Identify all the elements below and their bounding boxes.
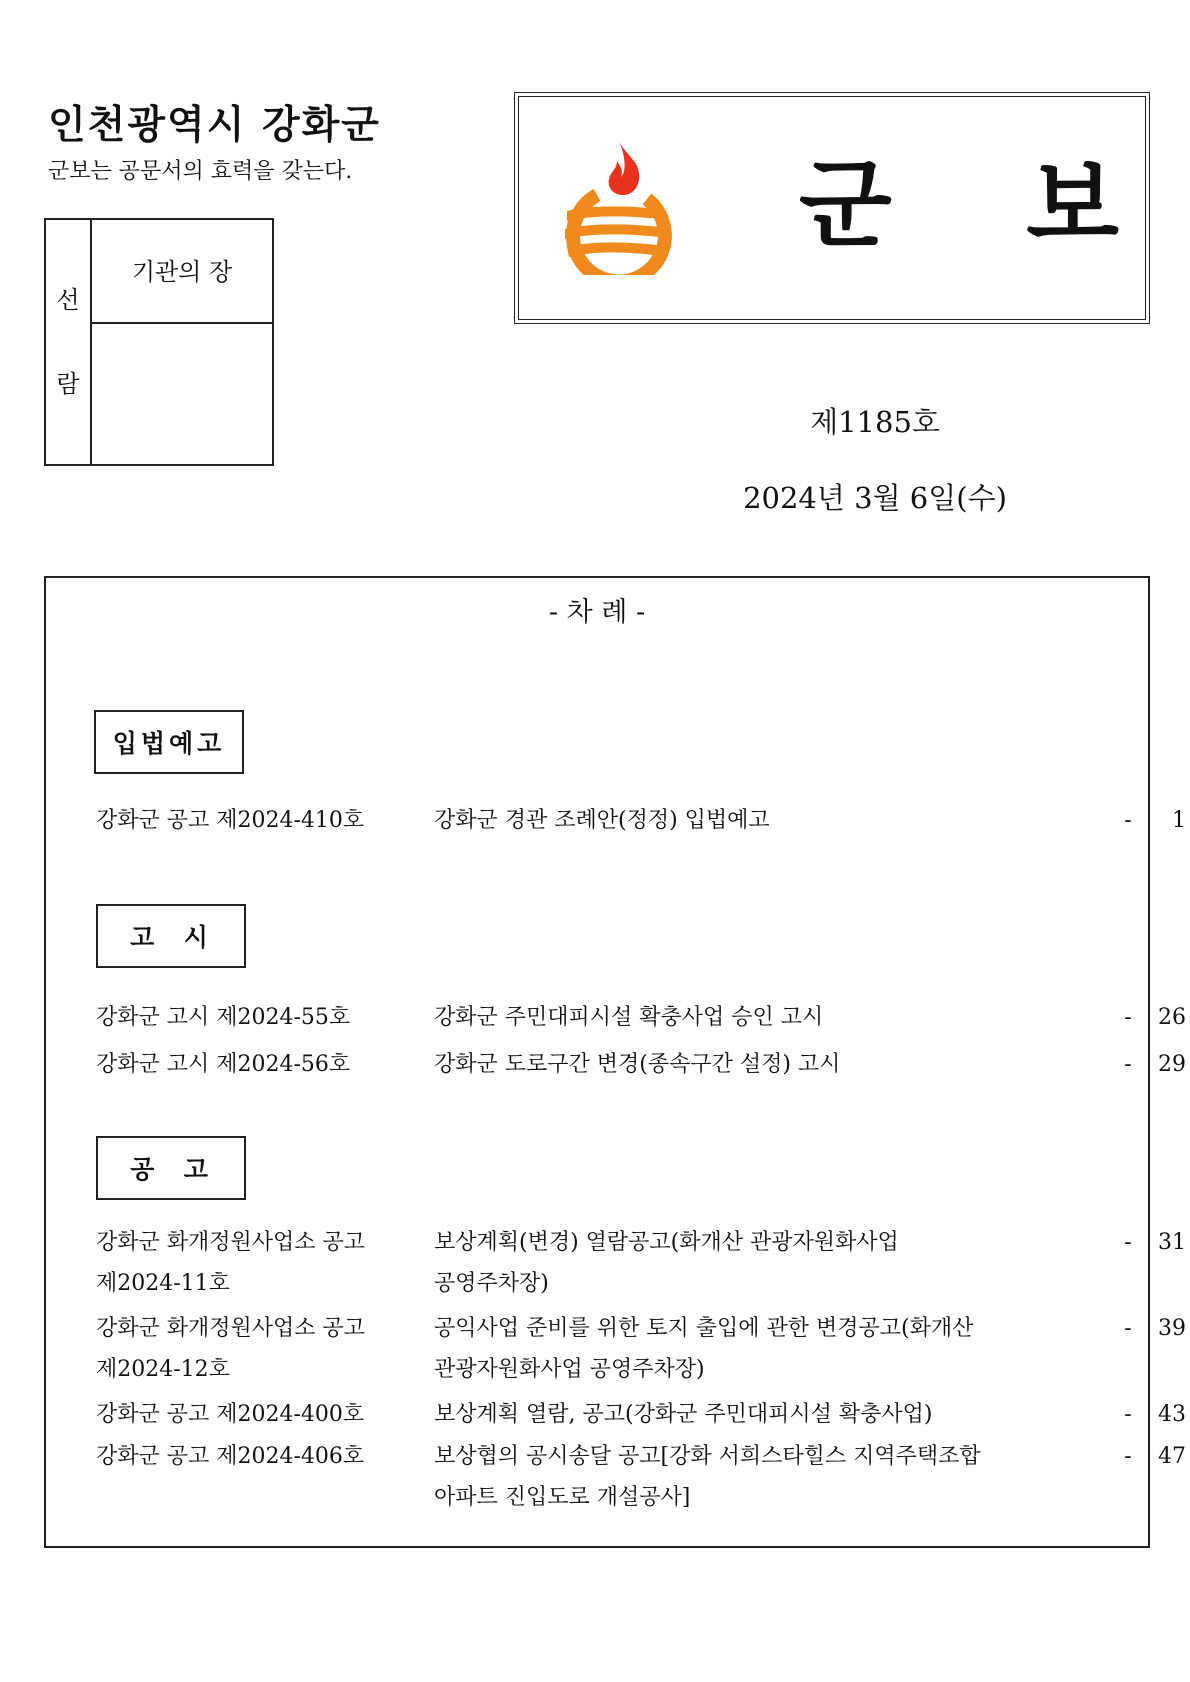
entry-dash: - <box>1124 1005 1132 1030</box>
toc-title: - 차 례 - <box>548 597 646 628</box>
seonram-label-column <box>46 220 92 464</box>
entry-code: 강화군 고시 제2024-56호 <box>96 1052 351 1077</box>
entry-dash: - <box>1124 1444 1132 1469</box>
toc-entry[interactable] <box>96 1044 1186 1085</box>
entry-code: 강화군 공고 제2024-400호 <box>96 1402 365 1427</box>
toc-entry[interactable] <box>96 997 1186 1038</box>
entry-description: 강화군 주민대피시설 확충사업 승인 고시 <box>434 1005 824 1030</box>
toc-entry[interactable] <box>96 800 1186 841</box>
entry-page-number: 26 <box>1158 1005 1186 1030</box>
organization-title: 인천광역시 강화군 <box>48 103 381 148</box>
organization-subtitle: 군보는 공문서의 효력을 갖는다. <box>48 159 353 184</box>
entry-page-number: 43 <box>1158 1402 1186 1427</box>
entry-code: 강화군 화개정원사업소 공고 제2024-12호 <box>96 1316 366 1382</box>
entry-code: 강화군 고시 제2024-55호 <box>96 1005 351 1030</box>
entry-code: 강화군 공고 제2024-406호 <box>96 1444 365 1469</box>
entry-dash: - <box>1124 1316 1132 1341</box>
issue-number: 제1185호 <box>810 405 940 439</box>
entry-description: 강화군 경관 조례안(정정) 입법예고 <box>434 808 770 833</box>
masthead-char-1: 군 <box>799 149 892 261</box>
seonram-header: 기관의 장 <box>92 220 272 324</box>
entry-description: 강화군 도로구간 변경(종속구간 설정) 고시 <box>434 1052 841 1077</box>
seonram-label-2: 람 <box>56 370 80 398</box>
entry-dash: - <box>1124 1402 1132 1427</box>
entry-page-number: 39 <box>1158 1316 1186 1341</box>
masthead-title <box>799 149 1119 261</box>
entry-description: 보상계획(변경) 열람공고(화개산 관광자원화사업 공영주차장) <box>434 1230 899 1296</box>
section-label-text: 입법예고 <box>112 729 226 758</box>
entry-code: 강화군 공고 제2024-410호 <box>96 808 365 833</box>
entry-page-number: 29 <box>1158 1052 1186 1077</box>
entry-page-number: 1 <box>1172 808 1186 833</box>
issue-date: 2024년 3월 6일(수) <box>743 481 1007 515</box>
entry-page-number: 31 <box>1158 1230 1186 1255</box>
section-label-text: 공 고 <box>130 1155 212 1184</box>
toc-entry[interactable] <box>96 1436 1186 1518</box>
section-label-announcement <box>96 1136 246 1200</box>
masthead-char-2: 보 <box>1026 149 1119 261</box>
seonram-label-1: 선 <box>56 286 80 314</box>
entry-description: 공익사업 준비를 위한 토지 출입에 관한 변경공고(화개산 관광자원화사업 공영주차장) <box>434 1316 974 1382</box>
entry-dash: - <box>1124 808 1132 833</box>
seonram-box <box>44 218 274 466</box>
county-emblem-icon <box>561 135 691 275</box>
entry-description: 보상협의 공시송달 공고[강화 서희스타힐스 지역주택조합 아파트 진입도로 개설공사] <box>434 1444 981 1510</box>
entry-code: 강화군 화개정원사업소 공고 제2024-11호 <box>96 1230 366 1296</box>
entry-dash: - <box>1124 1230 1132 1255</box>
masthead <box>514 92 1150 324</box>
entry-description: 보상계획 열람, 공고(강화군 주민대피시설 확충사업) <box>434 1402 933 1427</box>
toc-entry[interactable] <box>96 1222 1186 1304</box>
masthead-inner-border <box>518 96 1146 320</box>
toc-entry[interactable] <box>96 1308 1186 1390</box>
section-label-legislation-notice <box>94 710 244 774</box>
section-label-text: 고 시 <box>130 923 212 952</box>
section-label-notification <box>96 904 246 968</box>
table-of-contents <box>44 576 1186 1548</box>
toc-entry[interactable] <box>96 1394 1186 1435</box>
entry-dash: - <box>1124 1052 1132 1077</box>
entry-page-number: 47 <box>1158 1444 1186 1469</box>
